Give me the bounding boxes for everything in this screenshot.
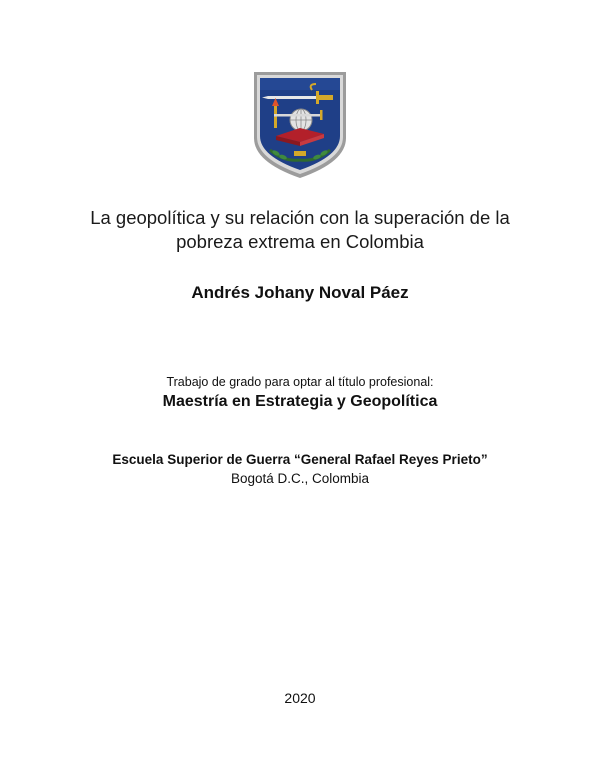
- thesis-title-line-1: La geopolítica y su relación con la superación de la: [90, 207, 510, 228]
- school-crest-icon: [250, 70, 350, 180]
- publication-year: 2020: [284, 690, 316, 706]
- degree-title: Maestría en Estrategia y Geopolítica: [162, 393, 438, 410]
- author-name: Andrés Johany Noval Páez: [191, 283, 409, 302]
- city-location: Bogotá D.C., Colombia: [230, 471, 370, 486]
- thesis-title: [0, 206, 600, 254]
- school-name: Escuela Superior de Guerra “General Rafael Reyes Prieto”: [112, 452, 488, 467]
- thesis-title-line-2: pobreza extrema en Colombia: [176, 231, 424, 252]
- thesis-note: Trabajo de grado para optar al título profesional:: [166, 375, 434, 389]
